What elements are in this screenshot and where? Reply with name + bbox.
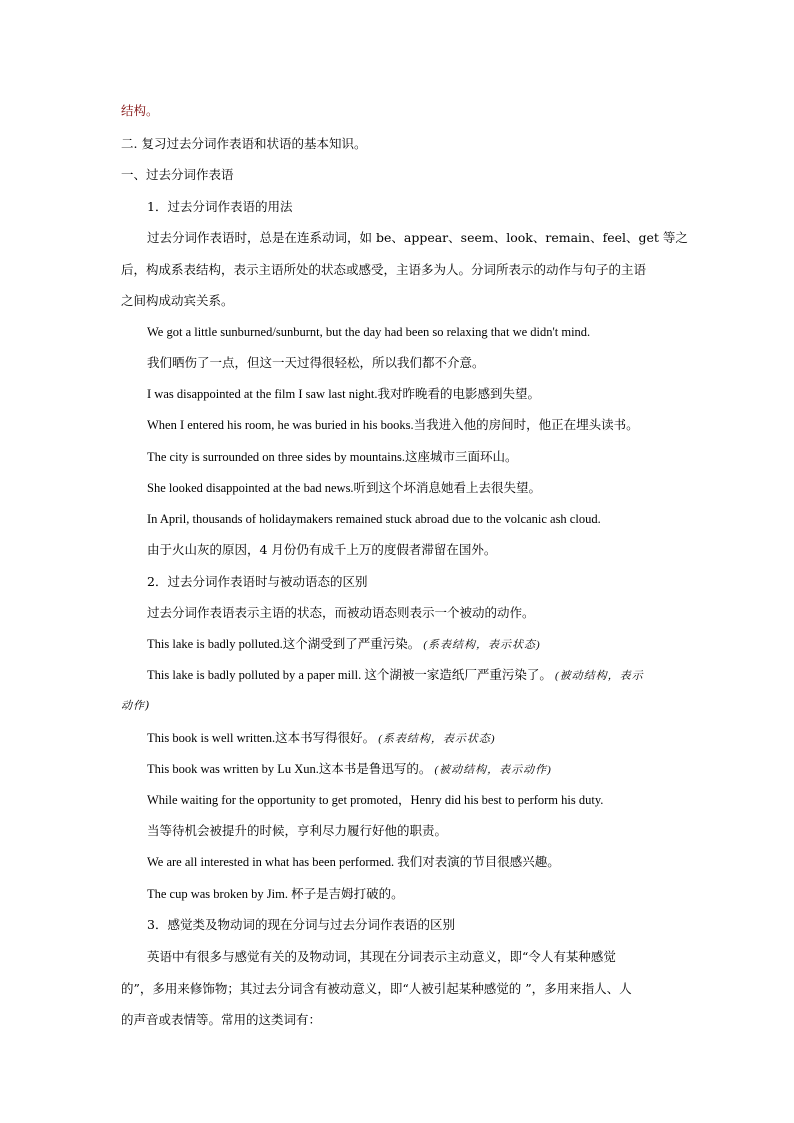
example-note: (系表结构，表示状态) — [423, 639, 541, 651]
example-sentence — [147, 730, 496, 747]
point-heading: 1．过去分词作表语的用法 — [147, 199, 293, 214]
example-sentence: The city is surrounded on three sides by mountains.这座城市三面环山。 — [147, 450, 518, 464]
example-translation: 当等待机会被提升的时候，亨利尽力履行好他的职责。 — [147, 823, 448, 838]
paragraph-line: 后，构成系表结构，表示主语所处的状态或感受，主语多为人。分词所表示的动作与句子的主语 — [121, 262, 647, 277]
example-text: This lake is badly polluted by a paper mill. 这个湖被一家造纸厂严重污染了。 — [147, 668, 552, 682]
example-note: (系表结构，表示状态) — [378, 733, 496, 745]
example-sentence: In April, thousands of holidaymakers remained stuck abroad due to the volcanic ash cloud. — [147, 512, 601, 526]
example-sentence — [147, 761, 552, 778]
example-sentence: We are all interested in what has been performed. 我们对表演的节目很感兴趣。 — [147, 855, 560, 869]
section-heading: 二. 复习过去分词作表语和状语的基本知识。 — [121, 136, 367, 151]
point-heading: 2．过去分词作表语时与被动语态的区别 — [147, 574, 368, 589]
example-text: This lake is badly polluted.这个湖受到了严重污染。 — [147, 637, 421, 651]
example-text: This book is well written.这本书写得很好。 — [147, 731, 376, 745]
example-text: This book was written by Lu Xun.这本书是鲁迅写的。 — [147, 762, 432, 776]
point-heading: 3．感觉类及物动词的现在分词与过去分词作表语的区别 — [147, 917, 455, 932]
paragraph-line: 的”，多用来修饰物；其过去分词含有被动意义，即“人被引起某种感觉的 ”，多用来指人、人 — [121, 981, 632, 996]
example-sentence — [147, 636, 541, 653]
example-translation: 我们晒伤了一点，但这一天过得很轻松，所以我们都不介意。 — [147, 355, 485, 370]
continued-text: 结构。 — [121, 103, 159, 118]
example-note: (被动结构，表示动作) — [434, 764, 552, 776]
example-sentence: While waiting for the opportunity to get promoted，Henry did his best to perform his duty. — [147, 793, 604, 807]
example-translation: 由于火山灰的原因，4 月份仍有成千上万的度假者滞留在国外。 — [147, 542, 497, 557]
paragraph-line: 英语中有很多与感觉有关的及物动词，其现在分词表示主动意义，即“令人有某种感觉 — [147, 949, 616, 964]
example-note: (被动结构，表示 — [554, 670, 644, 682]
example-sentence: When I entered his room, he was buried in his books.当我进入他的房间时，他正在埋头读书。 — [147, 418, 639, 432]
example-sentence — [147, 667, 644, 684]
subsection-heading: 一、过去分词作表语 — [121, 167, 234, 182]
example-sentence: The cup was broken by Jim. 杯子是吉姆打破的。 — [147, 887, 404, 901]
paragraph-line: 过去分词作表语时，总是在连系动词，如 be、appear、seem、look、remain、feel、get 等之 — [147, 230, 688, 245]
paragraph-line: 之间构成动宾关系。 — [121, 293, 234, 308]
example-sentence: I was disappointed at the film I saw last night.我对昨晚看的电影感到失望。 — [147, 387, 541, 401]
example-sentence: We got a little sunburned/sunburnt, but the day had been so relaxing that we didn't mind. — [147, 325, 591, 339]
paragraph-line: 的声音或表情等。常用的这类词有： — [121, 1012, 322, 1027]
paragraph-line: 过去分词作表语表示主语的状态，而被动语态则表示一个被动的动作。 — [147, 605, 535, 620]
example-note-continued: 动作) — [121, 699, 151, 712]
example-sentence: She looked disappointed at the bad news.听到这个坏消息她看上去很失望。 — [147, 481, 542, 495]
